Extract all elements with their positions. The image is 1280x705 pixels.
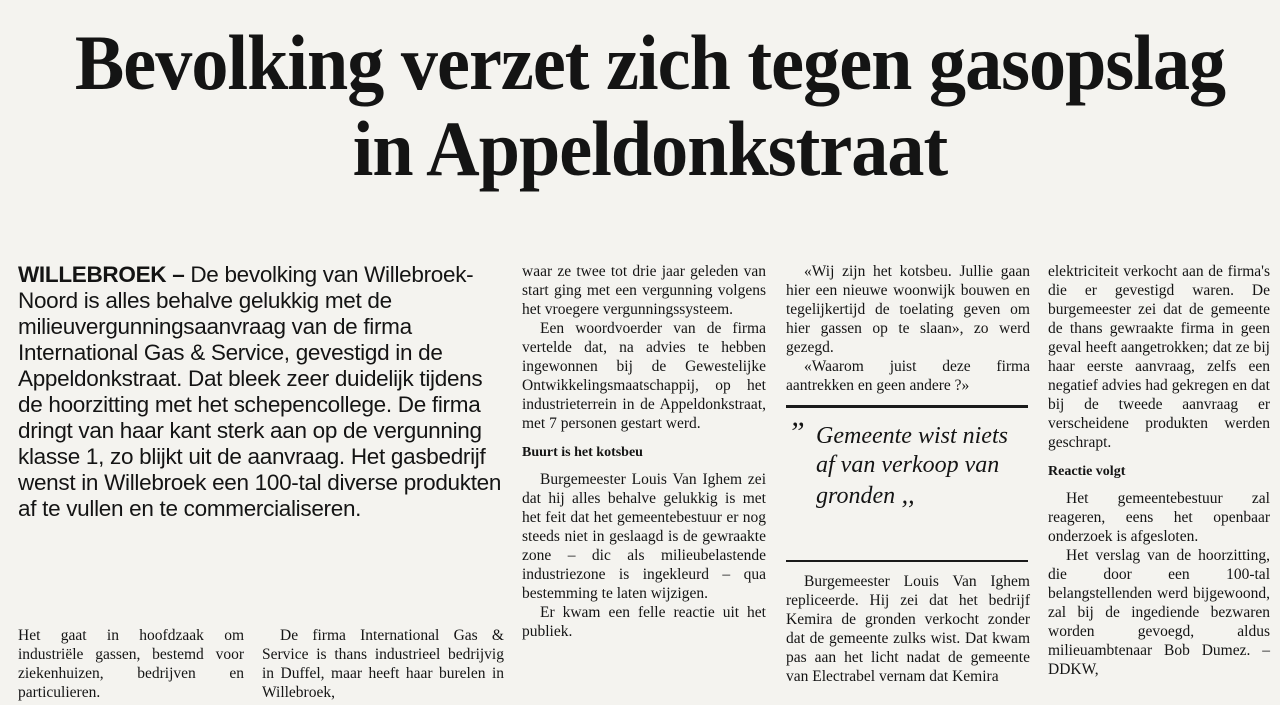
column-3-paragraph-3: Burgemeester Louis Van Ighem zei dat hij alles behalve gelukkig is met het feit dat het gemeentebestuur er nog steeds niet in geslaagd is de gewraakte zone – dic als milieubelastende industriezone is ingekleurd – qua bestemming te laten wijzigen. (522, 471, 766, 602)
column-1-paragraph-1: Het gaat in hoofdzaak om industriële gassen, bestemd voor ziekenhuizen, bedrijven en particulieren. (18, 627, 244, 701)
column-4-paragraph-1: «Wij zijn het kotsbeu. Jullie gaan hier een nieuwe woonwijk bouwen en tegelijkertijd de toelating geven om hier gassen op te slaan», zo werd gezegd. (786, 263, 1030, 356)
column-4-paragraph-3: Burgemeester Louis Van Ighem repliceerde. Hij zei dat het bedrijf Kemira de gronden verkocht zonder dat de gemeente zulks wist. Dat kwam pas aan het licht nadat de gemeente van Electrabel vernam dat Kemira (786, 573, 1030, 685)
headline: Bevolking verzet zich tegen gasopslag in Appeldonkstraat (74, 19, 1226, 192)
pull-quote-text-wrap (816, 422, 1028, 511)
article-column-1 (18, 626, 244, 702)
pull-quote-open-mark: ” (788, 416, 805, 449)
pull-quote-close-mark: ,, (895, 480, 915, 509)
column-3-paragraph-1: waar ze twee tot drie jaar geleden van start ging met een vergunning volgens het vroegere vergunningssysteem. (522, 263, 766, 318)
article-column-4-top (786, 262, 1030, 395)
dateline: WILLEBROEK – (18, 262, 185, 287)
column-2-paragraph-1: De firma International Gas & Service is thans industrieel bedrijvig in Duffel, maar heeft haar burelen in Willebroek, (262, 627, 504, 701)
article-column-2 (262, 626, 504, 702)
column-4-paragraph-2: «Waarom juist deze firma aantrekken en geen andere ?» (786, 358, 1030, 394)
article-column-5 (1048, 262, 1270, 679)
column-5-paragraph-1: elektriciteit verkocht aan de firma's die er gevestigd waren. De burgemeester zei dat de gemeente de thans gewraakte firma in geen geval heeft aangetrokken; dat ze bij haar eerste aanvraag, zelfs een negatief advies had gekregen en dat bij de tweede aanvraag er verscheidene produkten werden geschrapt. (1048, 263, 1270, 451)
column-5-paragraph-3: Het verslag van de hoorzitting, die door een 100-tal belangstellenden werd bijgewoond, zal bij de ingediende bezwaren worden gevoegd, aldus milieuambtenaar Bob Dumez. – DDKW, (1048, 547, 1270, 678)
column-3-paragraph-4: Er kwam een felle reactie uit het publiek. (522, 604, 766, 640)
column-3-paragraph-2: Een woordvoerder van de firma vertelde dat, na advies te hebben ingewonnen bij de Gewestelijke Ontwikkelingsmaatschappij, op het industrieterrein in de Appeldonkstraat, met 7 personen gestart werd. (522, 320, 766, 432)
pull-quote (786, 405, 1028, 562)
column-5-paragraph-2: Het gemeentebestuur zal reageren, eens het openbaar onderzoek is afgesloten. (1048, 490, 1270, 545)
pull-quote-text: Gemeente wist niets af van verkoop van gronden (816, 423, 1008, 509)
subhead-kotsbeu: Buurt is het kotsbeu (522, 445, 643, 460)
article-column-4-bottom (786, 572, 1030, 686)
lead-paragraph (18, 262, 506, 522)
subhead-reactie-volgt: Reactie volgt (1048, 464, 1126, 479)
lead-text: De bevolking van Willebroek-Noord is alles behalve gelukkig met de milieuvergunningsaanvraag van de firma International Gas & Service, gevestigd in de Appeldonkstraat. Dat bleek zeer duidelijk tijdens de hoorzitting met het schepencollege. De firma dringt van haar kant sterk aan op de vergunning klasse 1, zo blijkt uit de aanvraag. Het gasbedrijf wenst in Willebroek een 100-tal diverse produkten af te vullen en te commercialiseren. (18, 262, 502, 521)
article-column-3 (522, 262, 766, 641)
